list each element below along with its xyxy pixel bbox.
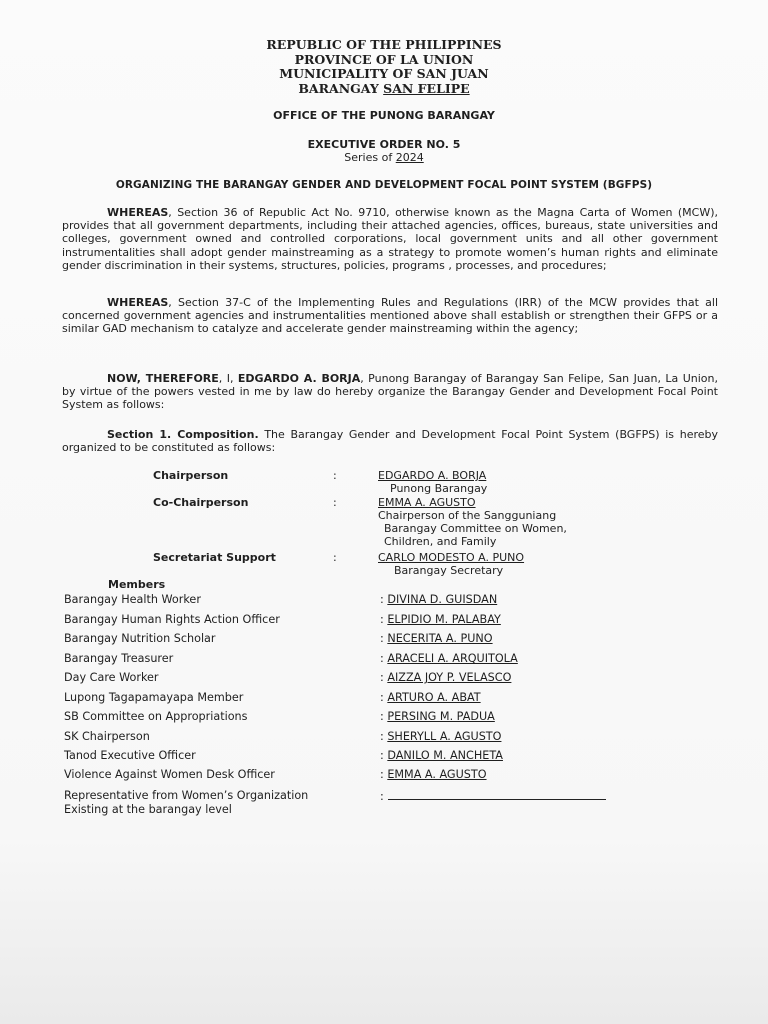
co-chairperson-position-line2: Barangay Committee on Women, bbox=[384, 522, 567, 535]
member-row-womens-org-cont bbox=[0, 803, 768, 819]
member-role: Barangay Human Rights Action Officer bbox=[64, 613, 280, 626]
series-line: Series of 2024 bbox=[344, 151, 424, 164]
member-row: Barangay Treasurer : ARACELI A. ARQUITOLA bbox=[64, 652, 518, 665]
member-row: Lupong Tagapamayapa Member : ARTURO A. ABAT bbox=[64, 691, 481, 704]
co-chairperson-name: EMMA A. AGUSTO bbox=[378, 496, 476, 509]
member-row: Tanod Executive Officer : DANILO M. ANCHETA bbox=[64, 749, 503, 762]
colon: : bbox=[333, 469, 337, 482]
secretariat-name: CARLO MODESTO A. PUNO bbox=[378, 551, 525, 564]
member-role: Day Care Worker bbox=[64, 671, 159, 684]
member-name: ARACELI A. ARQUITOLA bbox=[387, 652, 518, 665]
header-barangay: BARANGAY SAN FELIPE bbox=[298, 80, 470, 96]
member-row-womens-org: Representative from Women’s Organization : bbox=[0, 789, 768, 805]
member-role: Violence Against Women Desk Officer bbox=[64, 768, 275, 781]
member-role: Lupong Tagapamayapa Member bbox=[64, 691, 244, 704]
member-name: EMMA A. AGUSTO bbox=[387, 768, 487, 781]
member-role: Barangay Nutrition Scholar bbox=[64, 632, 216, 645]
document-header bbox=[0, 38, 768, 96]
member-name: NECERITA A. PUNO bbox=[387, 632, 493, 645]
chairperson-position: Punong Barangay bbox=[390, 482, 488, 495]
member-role-line2: Existing at the barangay level bbox=[64, 803, 232, 816]
member-row: Barangay Nutrition Scholar : NECERITA A. PUNO bbox=[64, 632, 493, 645]
chairperson-name: EDGARDO A. BORJA bbox=[378, 469, 487, 482]
co-chairperson-position-line3: Children, and Family bbox=[384, 535, 497, 548]
members-heading: Members bbox=[108, 578, 166, 591]
member-role: Barangay Treasurer bbox=[64, 652, 174, 665]
member-name: ARTURO A. ABAT bbox=[387, 691, 481, 704]
member-name: SHERYLL A. AGUSTO bbox=[387, 730, 502, 743]
section-1-paragraph: Section 1. Composition. The Barangay Gender and Development Focal Point System (BGFPS) is hereby organized to be constituted as follows: bbox=[62, 428, 718, 455]
member-name: DIVINA D. GUISDAN bbox=[387, 593, 498, 606]
co-chairperson-position-line1: Chairperson of the Sangguniang bbox=[378, 509, 557, 522]
member-row: Violence Against Women Desk Officer : EMMA A. AGUSTO bbox=[64, 768, 487, 781]
barangay-name: SAN FELIPE bbox=[383, 80, 470, 96]
office-title: OFFICE OF THE PUNONG BARANGAY bbox=[273, 109, 495, 122]
chairperson-label: Chairperson bbox=[153, 469, 229, 482]
member-name: AIZZA JOY P. VELASCO bbox=[387, 671, 512, 684]
member-row: Barangay Human Rights Action Officer : ELPIDIO M. PALABAY bbox=[64, 613, 501, 626]
member-name: ELPIDIO M. PALABAY bbox=[387, 613, 501, 626]
member-role: Barangay Health Worker bbox=[64, 593, 201, 606]
member-name: DANILO M. ANCHETA bbox=[387, 749, 503, 762]
member-row: Barangay Health Worker : DIVINA D. GUISDAN bbox=[64, 593, 498, 606]
member-name: PERSING M. PADUA bbox=[387, 710, 495, 723]
member-row: SK Chairperson : SHERYLL A. AGUSTO bbox=[64, 730, 502, 743]
member-row: SB Committee on Appropriations : PERSING M. PADUA bbox=[64, 710, 495, 723]
whereas-paragraph-1: WHEREAS, Section 36 of Republic Act No. 9710, otherwise known as the Magna Carta of Women (MCW), provides that all government departments, including their attached agencies, offices, bureaus, state universities and colleges, government owned and controlled corporations, local government units and all other government instrumentalities shall adopt gender mainstreaming as a strategy to promote women’s human rights and eliminate gender discrimination in their systems, structures, policies, programs , processes, and procedures; bbox=[62, 206, 718, 272]
now-therefore-paragraph: NOW, THEREFORE, I, EDGARDO A. BORJA, Punong Barangay of Barangay San Felipe, San Juan, La Union, by virtue of the powers vested in me by law do hereby organize the Barangay Gender and Development Focal Point System as follows: bbox=[62, 372, 719, 412]
whereas-paragraph-2: WHEREAS, Section 37-C of the Implementing Rules and Regulations (IRR) of the MCW provides that all concerned government agencies and instrumentalities mentioned above shall establish or strengthen their GFPS or a similar GAD mechanism to catalyze and accelerate gender mainstreaming within the agency; bbox=[62, 296, 718, 336]
header-republic: REPUBLIC OF THE PHILIPPINES bbox=[266, 37, 502, 52]
secretariat-label: Secretariat Support bbox=[153, 551, 276, 564]
executive-order-number: EXECUTIVE ORDER NO. 5 bbox=[307, 138, 461, 151]
header-province: PROVINCE OF LA UNION bbox=[294, 51, 474, 67]
member-role: SB Committee on Appropriations bbox=[64, 710, 248, 723]
header-municipality: MUNICIPALITY OF SAN JUAN bbox=[279, 66, 489, 81]
blank-signature-line bbox=[388, 789, 606, 800]
secretariat-position: Barangay Secretary bbox=[394, 564, 504, 577]
member-role: SK Chairperson bbox=[64, 730, 150, 743]
colon: : bbox=[333, 496, 337, 509]
member-role-line1: Representative from Women’s Organization bbox=[64, 789, 309, 802]
order-subject: ORGANIZING THE BARANGAY GENDER AND DEVELOPMENT FOCAL POINT SYSTEM (BGFPS) bbox=[115, 179, 653, 191]
colon: : bbox=[333, 551, 337, 564]
member-row: Day Care Worker : AIZZA JOY P. VELASCO bbox=[64, 671, 512, 684]
series-year: 2024 bbox=[395, 151, 424, 164]
member-role: Tanod Executive Officer bbox=[64, 749, 196, 762]
co-chairperson-label: Co-Chairperson bbox=[153, 496, 249, 509]
